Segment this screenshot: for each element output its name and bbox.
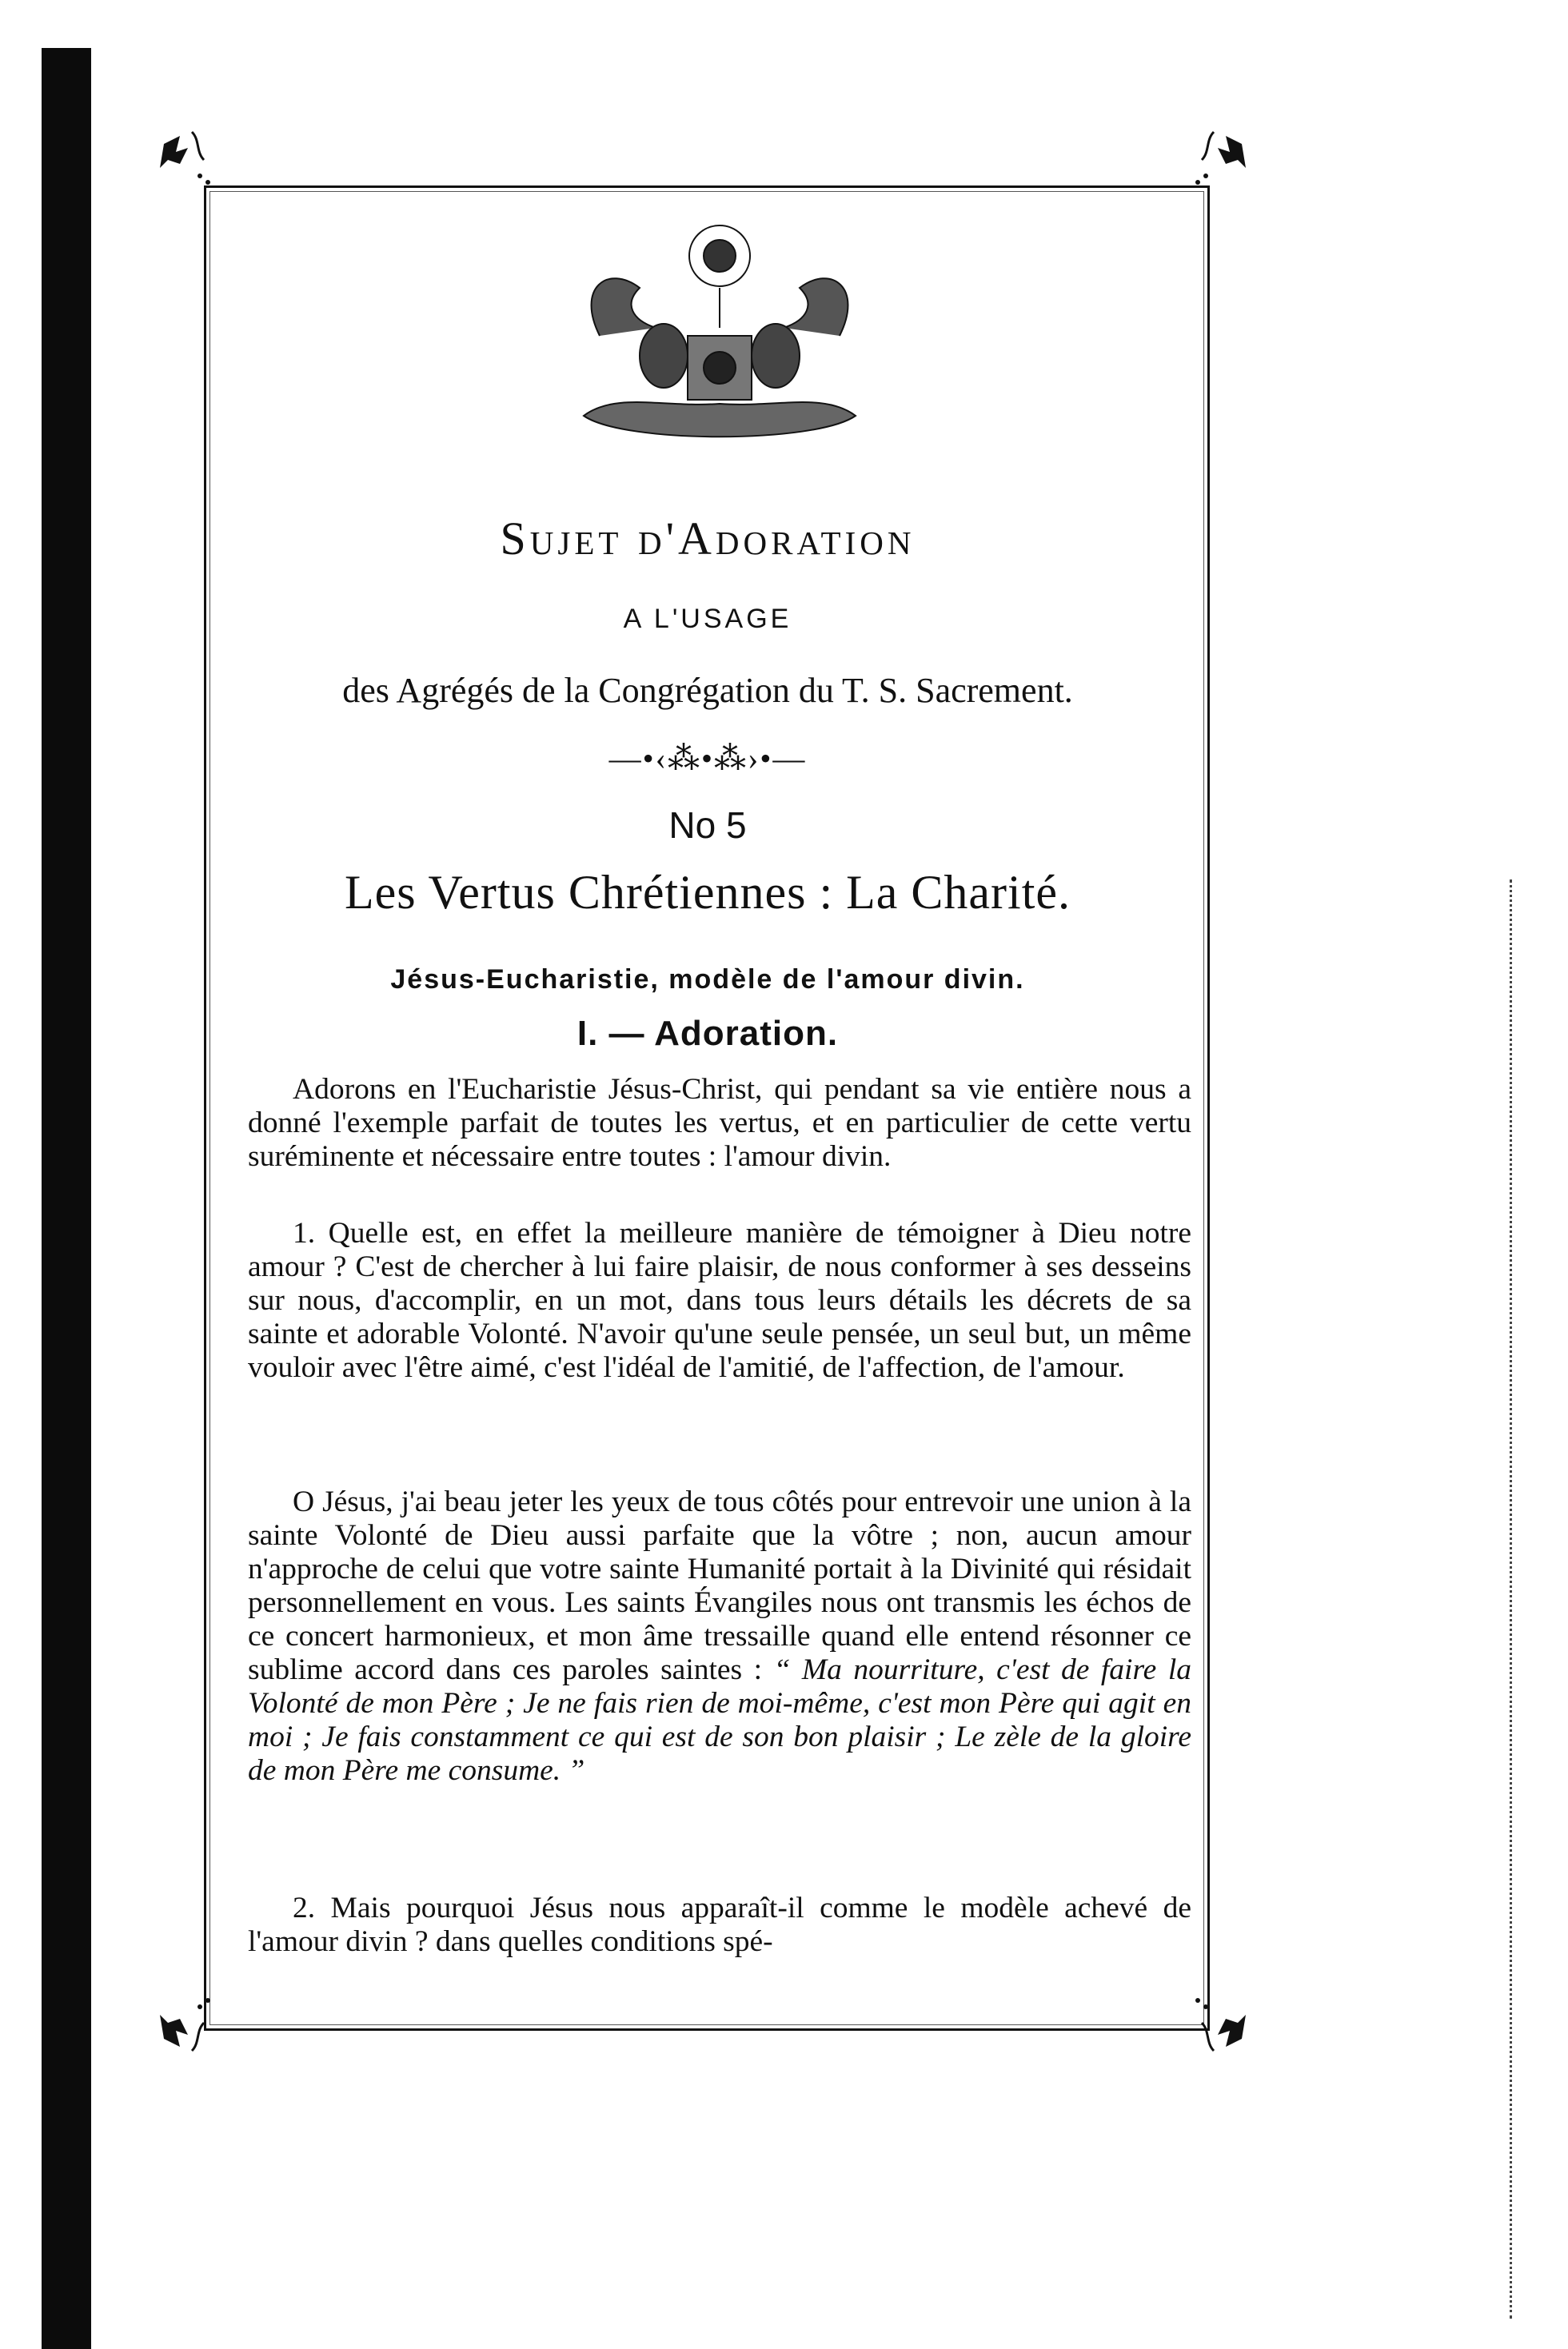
paragraph-jesus [248, 1486, 1191, 1797]
audience-line: des Agrégés de la Congrégation du T. S. Sacrement. [342, 671, 1073, 710]
subject-heading: Les Vertus Chrétiennes : La Charité. [345, 866, 1071, 919]
adoring-angels-monstrance-icon [552, 216, 888, 456]
divider-ornament: —•‹⁂•⁂›•— [608, 740, 807, 776]
paragraph-text: Adorons en l'Eucharistie Jésus-Christ, qui pendant sa vie entière nous a donné l'exemple parfait de toutes les vertus, et en particulier de cette vertu suréminente et nécessaire entre toutes : l'amour divin. [248, 1073, 1191, 1173]
page-edge [1510, 879, 1520, 2319]
corner-ornament-icon [1178, 128, 1250, 200]
usage-label: A L'USAGE [623, 604, 792, 634]
paragraph-text-start: O Jésus, j'ai beau jeter les yeux de tous côtés pour entrevoir une union à la sainte Volonté de Dieu aussi parfaite que la vôtre ; non, aucun amour n'approche de celui que votre sainte Humanité portait à la Divinité qui résidait personnellement en vous. Les saints Évangiles nous ont transmis les échos de ce concert harmonieux, et mon âme tressaille quand elle entend résonner ce sublime accord dans ces paroles saintes : [248, 1486, 1191, 1686]
paragraph-text: 1. Quelle est, en effet la meilleure manière de témoigner à Dieu notre amour ? C'est de chercher à lui faire plaisir, de nous conformer à ses desseins sur nous, d'accomplir, en un mot, dans tous leurs détails les décrets de sa sainte et adorable Volonté. N'avoir qu'une seule pensée, un seul but, un même vouloir avec l'être aimé, c'est l'idéal de l'amitié, de l'affection, de l'amour. [248, 1217, 1191, 1384]
corner-ornament-icon [156, 128, 228, 200]
scripture-quote: “ Ma nourriture, c'est de faire la Volonté de mon Père ; Je ne fais rien de moi-même, c'est mon Père qui agit en moi ; Je fais constamment ce qui est de son bon plaisir ; Le zèle de la gloire de mon Père me consume. ” [248, 1653, 1191, 1787]
corner-ornament-icon [156, 1983, 228, 2055]
paragraph-text [248, 1486, 1191, 1788]
corner-ornament-icon [1178, 1983, 1250, 2055]
issue-number: No 5 [668, 804, 747, 846]
section-heading: I. — Adoration. [577, 1014, 839, 1053]
subtitle: Jésus-Eucharistie, modèle de l'amour divin. [390, 964, 1025, 995]
page-title: Sujet d'Adoration [500, 512, 916, 564]
book-spine-shadow [42, 48, 91, 2349]
paragraph-intro [248, 1073, 1191, 1183]
paragraph-two [248, 1892, 1191, 1968]
paragraph-text: 2. Mais pourquoi Jésus nous apparaît-il comme le modèle achevé de l'amour divin ? dans quelles conditions spé- [248, 1892, 1191, 1958]
paragraph-one [248, 1217, 1191, 1394]
